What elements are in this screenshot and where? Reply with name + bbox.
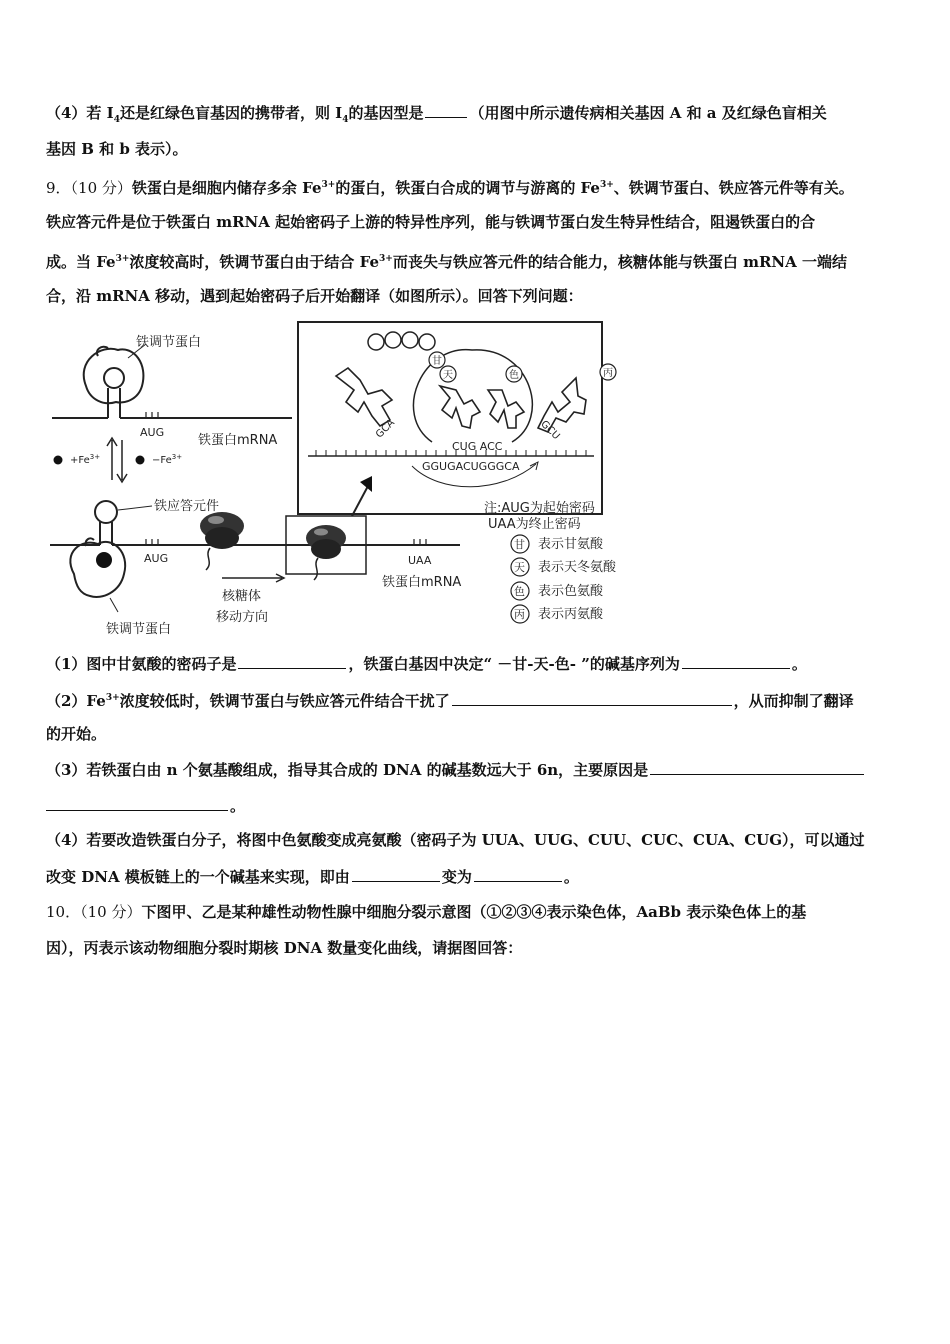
q9-part4-cont: 改变 DNA 模板链上的一个碱基来实现，即由 变为 。 bbox=[46, 868, 579, 886]
label-irp-bottom: 铁调节蛋白 bbox=[106, 622, 172, 637]
label-iron-response-element: 铁应答元件 bbox=[154, 499, 220, 514]
q9-part4: （4）若要改造铁蛋白分子，将图中色氨酸变成亮氨酸（密码子为 UUA、UUG、CUU、CUC、CUA、CUG），可以通过 bbox=[46, 831, 865, 849]
legend-gly: 表示甘氨酸 bbox=[538, 537, 604, 552]
label-ribosome-direction-2: 移动方向 bbox=[216, 610, 269, 625]
q9-stem-line4: 合，沿 mRNA 移动，遇到起始密码子后开始翻译（如图所示）。回答下列问题： bbox=[46, 287, 583, 305]
ferritin-translation-figure bbox=[46, 316, 638, 640]
q10-stem-line1: 10．（10 分）下图甲、乙是某种雄性动物性腺中细胞分裂示意图（①②③④表示染色体，AaBb 表示染色体上的基 bbox=[46, 903, 807, 921]
q9-stem-line2: 铁应答元件是位于铁蛋白 mRNA 起始密码子上游的特异性序列，能与铁调节蛋白发生特异性结合，阻遏铁蛋白的合 bbox=[46, 213, 816, 231]
legend-trp: 表示色氨酸 bbox=[538, 584, 604, 599]
note-start-codon: 注:AUG为起始密码 bbox=[484, 501, 595, 516]
q9-part3: （3）若铁蛋白由 n 个氨基酸组成，指导其合成的 DNA 的碱基数远大于 6n，主要原因是 bbox=[46, 759, 910, 780]
q10-stem-line2: 因），丙表示该动物细胞分裂时期核 DNA 数量变化曲线，请据图回答： bbox=[46, 939, 523, 957]
legend-ala: 表示丙氨酸 bbox=[538, 607, 604, 622]
answer-blank[interactable] bbox=[650, 759, 864, 775]
irp-with-iron bbox=[70, 538, 125, 597]
label-plus-fe: $+Fe^{3+}$ bbox=[70, 453, 101, 466]
legend-icon-trp: 色 bbox=[514, 585, 525, 598]
label-aug-top: AUG bbox=[140, 426, 165, 439]
q9-stem-line1: 9．（10 分）铁蛋白是细胞内储存多余 $Fe^{3+}$的蛋白，铁蛋白合成的调节与游离的 $Fe^{3+}$、铁调节蛋白、铁应答元件等有关。 bbox=[46, 179, 854, 197]
label-codons-center: CUG ACC bbox=[452, 440, 503, 453]
trna-left bbox=[336, 368, 397, 440]
label-mrna-sequence: GGUGACUGGGCA bbox=[422, 460, 520, 473]
trna-trp bbox=[488, 390, 524, 428]
note-stop-codon: UAA为终止密码 bbox=[488, 517, 581, 532]
answer-blank[interactable] bbox=[682, 653, 790, 669]
legend-asp: 表示天冬氨酸 bbox=[538, 560, 617, 575]
label-uaa: UAA bbox=[408, 554, 432, 567]
aa-trp: 色 bbox=[509, 370, 519, 381]
answer-blank[interactable] bbox=[474, 866, 562, 882]
irp-bound-hairpin bbox=[84, 347, 144, 418]
answer-blank[interactable] bbox=[425, 102, 467, 118]
q9-stem-line3: 成。当 $Fe^{3+}$浓度较高时，铁调节蛋白由于结合 $Fe^{3+}$而丧失与铁应答元件的结合能力，核糖体能与铁蛋白 mRNA 一端结 bbox=[46, 253, 847, 271]
label-ferritin-mrna-top: 铁蛋白mRNA bbox=[198, 433, 278, 448]
q9-part2-cont: 的开始。 bbox=[46, 725, 107, 743]
trna-ala bbox=[538, 378, 586, 442]
aa-ala: 丙 bbox=[603, 368, 613, 379]
label-ferritin-mrna-bottom: 铁蛋白mRNA bbox=[382, 575, 462, 590]
aa-asp: 天 bbox=[443, 370, 453, 381]
answer-blank[interactable] bbox=[46, 795, 228, 811]
label-irp-top: 铁调节蛋白 bbox=[136, 335, 202, 350]
answer-blank[interactable] bbox=[238, 653, 346, 669]
label-anticodon-left: GCA bbox=[373, 417, 398, 441]
ribosome-2 bbox=[306, 525, 346, 580]
iron-response-element-hairpin bbox=[95, 501, 117, 545]
q9-part1: （1）图中甘氨酸的密码子是 ，铁蛋白基因中决定“ －甘-天-色- ”的碱基序列为 。 bbox=[46, 655, 807, 673]
q8-part4-line1: （4）若 $I_4$还是红绿色盲基因的携带者，则 $I_4$的基因型是 （用图中所示遗传病相关基因 A 和 a 及红绿色盲相关 bbox=[46, 104, 827, 125]
ribosome-1 bbox=[200, 512, 244, 570]
trna-gly bbox=[440, 386, 480, 428]
q8-part4-line2: 基因 B 和 b 表示）。 bbox=[46, 140, 188, 158]
answer-blank[interactable] bbox=[352, 866, 440, 882]
q9-part3-cont: 。 bbox=[46, 795, 910, 816]
legend-icon-gly: 甘 bbox=[514, 538, 525, 551]
q9-part2: $(2)Fe^{3+}$浓度较低时，铁调节蛋白与铁应答元件结合干扰了 ，从而抑制了翻译 bbox=[46, 692, 854, 710]
legend-icon-asp: 天 bbox=[514, 561, 525, 574]
aa-gly: 甘 bbox=[432, 356, 442, 367]
answer-blank[interactable] bbox=[452, 690, 732, 706]
question-number: 9．（10 分） bbox=[46, 179, 132, 197]
label-minus-fe: $-Fe^{3+}$ bbox=[152, 453, 183, 466]
label-aug-bottom: AUG bbox=[144, 552, 169, 565]
label-ribosome-direction-1: 核糖体 bbox=[222, 589, 262, 604]
legend-icon-ala: 丙 bbox=[514, 608, 525, 621]
label-anticodon-right: GCU bbox=[538, 418, 562, 443]
question-number: 10．（10 分） bbox=[46, 903, 142, 921]
